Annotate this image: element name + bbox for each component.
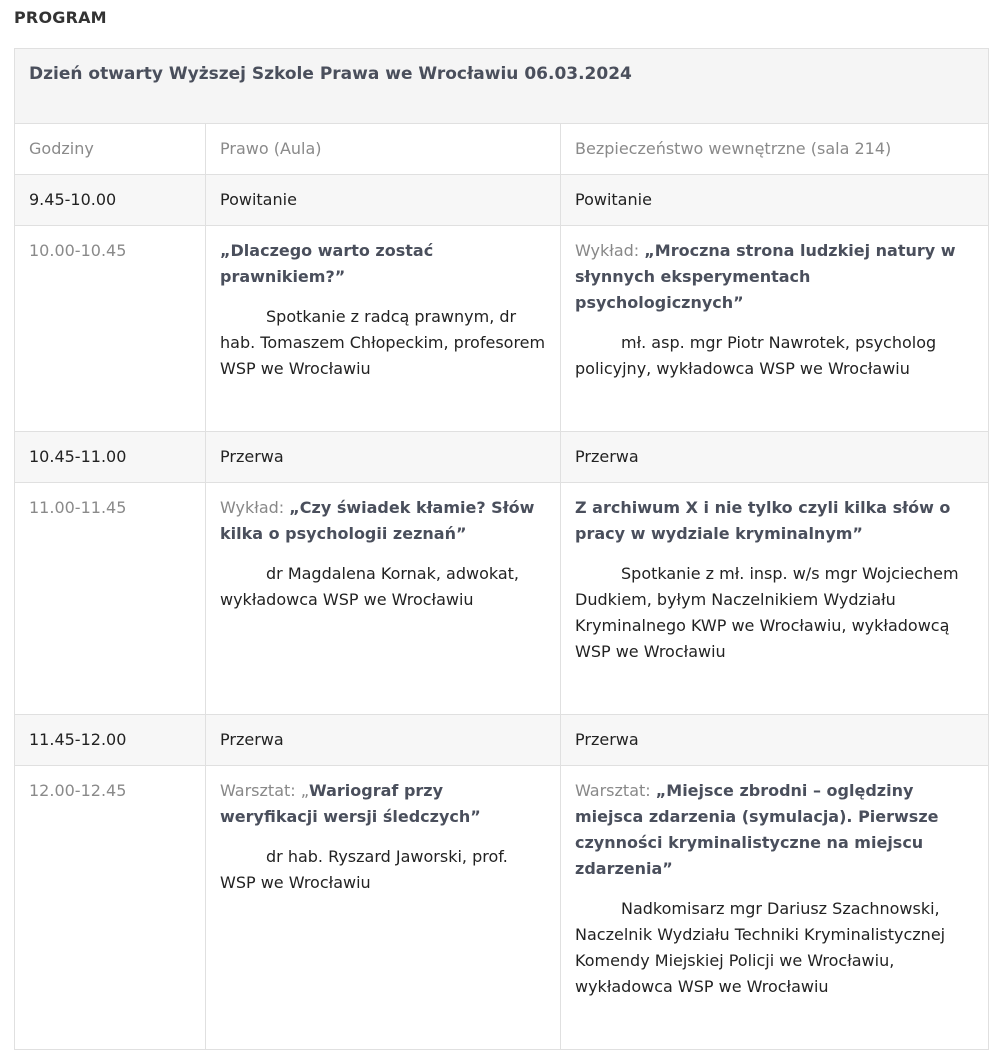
time-cell: 12.00-12.45: [15, 766, 206, 1050]
speaker-text: Spotkanie z radcą prawnym, dr hab. Tomaszem Chłopeckim, profesorem WSP we Wrocławiu: [220, 307, 546, 378]
event-title: Wariograf przy weryfikacji wersji śledczych”: [220, 781, 481, 826]
event-title: „Miejsce zbrodni – oględziny miejsca zdarzenia (symulacja). Pierwsze czynności kryminalistyczne na miejscu zdarzenia”: [575, 781, 939, 878]
event-speaker: [575, 330, 974, 382]
event-speaker: [575, 561, 974, 665]
event-title: „Dlaczego warto zostać prawnikiem?”: [220, 241, 434, 286]
event-speaker: [575, 896, 974, 1000]
law-cell: [206, 483, 561, 715]
law-cell: Powitanie: [206, 175, 561, 226]
time-cell: 10.00-10.45: [15, 226, 206, 432]
table-row: [15, 175, 989, 226]
event-prefix: Warsztat: „: [220, 781, 310, 800]
speaker-text: mł. asp. mgr Piotr Nawrotek, psycholog policyjny, wykładowca WSP we Wrocławiu: [575, 333, 937, 378]
event-heading: [575, 778, 974, 882]
law-cell: Przerwa: [206, 432, 561, 483]
speaker-text: Spotkanie z mł. insp. w/s mgr Wojciechem Dudkiem, byłym Naczelnikiem Wydziału Kryminalnego KWP we Wrocławiu, wykładowcą WSP we Wrocławiu: [575, 564, 959, 661]
law-cell: [206, 766, 561, 1050]
header-security: Bezpieczeństwo wewnętrzne (sala 214): [561, 124, 989, 175]
time-cell: 11.45-12.00: [15, 715, 206, 766]
section-label: PROGRAM: [14, 8, 107, 27]
speaker-text: Nadkomisarz mgr Dariusz Szachnowski, Naczelnik Wydziału Techniki Kryminalistycznej Komendy Miejskiej Policji we Wrocławiu, wykładowca WSP we Wrocławiu: [575, 899, 946, 996]
event-speaker: [220, 844, 546, 896]
event-prefix: Warsztat:: [575, 781, 656, 800]
security-cell: [561, 483, 989, 715]
event-speaker: [220, 561, 546, 613]
security-cell: [561, 766, 989, 1050]
event-heading: [220, 778, 546, 830]
event-prefix: Wykład:: [575, 241, 645, 260]
table-title: Dzień otwarty Wyższej Szkole Prawa we Wrocławiu 06.03.2024: [15, 49, 989, 124]
speaker-text: dr hab. Ryszard Jaworski, prof. WSP we Wrocławiu: [220, 847, 508, 892]
event-speaker: [220, 304, 546, 382]
table-row: [15, 715, 989, 766]
header-time: Godziny: [15, 124, 206, 175]
time-cell: 11.00-11.45: [15, 483, 206, 715]
security-cell: Przerwa: [561, 715, 989, 766]
table-row: [15, 226, 989, 432]
law-cell: [206, 226, 561, 432]
table-row: [15, 432, 989, 483]
speaker-text: dr Magdalena Kornak, adwokat, wykładowca WSP we Wrocławiu: [220, 564, 520, 609]
table-title-row: [15, 49, 989, 124]
event-heading: [575, 238, 974, 316]
time-cell: 10.45-11.00: [15, 432, 206, 483]
event-title: „Czy świadek kłamie? Słów kilka o psychologii zeznań”: [220, 498, 535, 543]
event-prefix: Wykład:: [220, 498, 290, 517]
table-header-row: [15, 124, 989, 175]
law-cell: Przerwa: [206, 715, 561, 766]
event-heading: [220, 495, 546, 547]
security-cell: Powitanie: [561, 175, 989, 226]
table-row: [15, 483, 989, 715]
security-cell: Przerwa: [561, 432, 989, 483]
event-heading: [575, 495, 974, 547]
security-cell: [561, 226, 989, 432]
table-row: [15, 766, 989, 1050]
event-title: „Mroczna strona ludzkiej natury w słynnych eksperymentach psychologicznych”: [575, 241, 956, 312]
program-table: [14, 48, 989, 1050]
time-cell: 9.45-10.00: [15, 175, 206, 226]
event-heading: [220, 238, 546, 290]
header-law: Prawo (Aula): [206, 124, 561, 175]
event-title: Z archiwum X i nie tylko czyli kilka słów o pracy w wydziale kryminalnym”: [575, 498, 951, 543]
